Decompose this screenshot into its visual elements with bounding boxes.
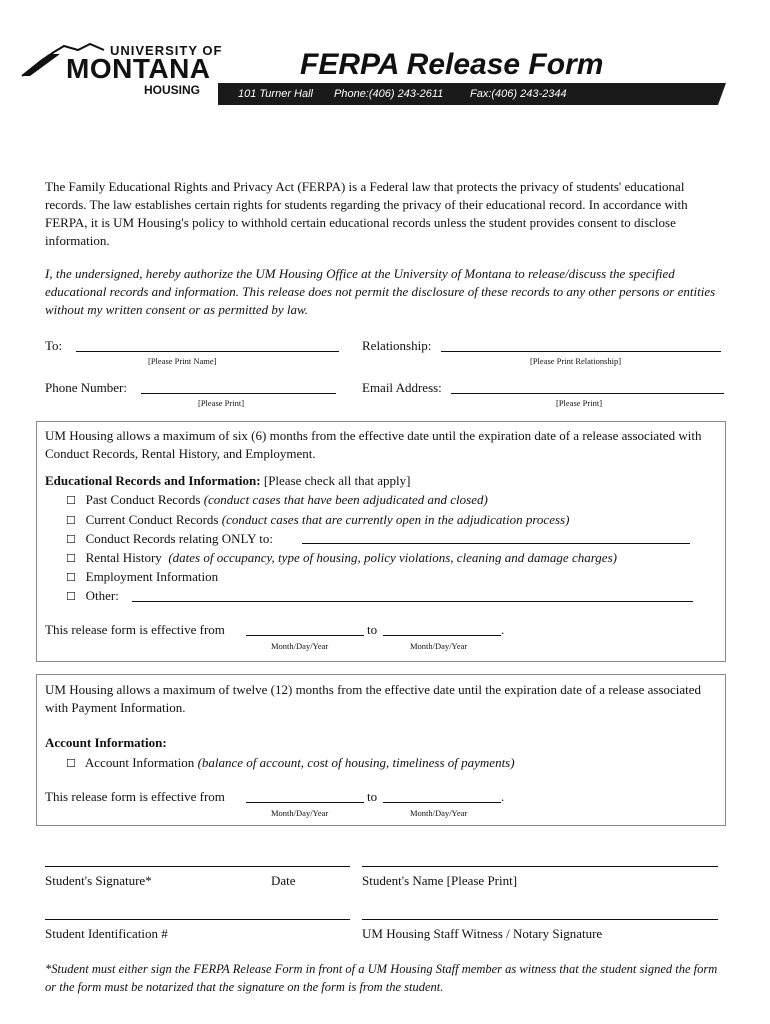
date-format-hint: Month/Day/Year	[271, 808, 329, 818]
checkbox-icon[interactable]: ☐	[66, 494, 76, 507]
to-name-hint: [Please Print Name]	[148, 356, 217, 366]
checkbox-icon[interactable]: ☐	[66, 533, 76, 546]
conduct-relating-field[interactable]	[302, 543, 690, 544]
student-id-line[interactable]	[45, 919, 350, 920]
rental-history-detail: (dates of occupancy, type of housing, policy violations, cleaning and damage charges)	[168, 550, 617, 565]
office-fax: Fax:(406) 243-2344	[470, 88, 567, 100]
account-information-detail: (balance of account, cost of housing, timeliness of payments)	[197, 755, 515, 770]
office-address: 101 Turner Hall	[238, 88, 313, 100]
checkbox-icon[interactable]: ☐	[66, 590, 76, 603]
date-format-hint: Month/Day/Year	[271, 641, 329, 651]
checkbox-row-current-conduct[interactable]	[66, 512, 569, 528]
student-name-line[interactable]	[362, 866, 718, 867]
other-field[interactable]	[132, 601, 693, 602]
student-signature-label: Student's Signature*	[45, 873, 152, 888]
educational-records-heading-line	[45, 473, 410, 489]
effective-from-date-field[interactable]	[246, 635, 364, 636]
six-month-notice: UM Housing allows a maximum of six (6) months from the effective date until the expiration date of a release associated with Conduct Records, Rental History, and Employment.	[45, 428, 702, 461]
student-name-label: Student's Name [Please Print]	[362, 873, 518, 888]
rental-history-label: Rental History	[85, 550, 162, 565]
twelve-month-notice: UM Housing allows a maximum of twelve (12) months from the effective date until the expiration date of a release associated with Payment Information.	[45, 682, 702, 715]
past-conduct-label: Past Conduct Records	[85, 492, 201, 507]
relationship-hint: [Please Print Relationship]	[530, 356, 622, 366]
authorization-statement: I, the undersigned, hereby authorize the UM Housing Office at the University of Montana to release/discuss the specified educational records and information. This release does not permit the disclosure of these records to any other persons or entities without my written consent or as permitted by law.	[45, 266, 716, 317]
checkbox-row-account-information[interactable]	[66, 755, 515, 771]
witness-signature-line[interactable]	[362, 919, 718, 920]
phone-number-hint: [Please Print]	[198, 398, 245, 408]
effective-from-date-field[interactable]	[246, 802, 364, 803]
phone-number-field[interactable]	[141, 393, 336, 394]
checkbox-row-conduct-relating[interactable]	[66, 531, 273, 547]
page-title: FERPA Release Form	[300, 48, 604, 81]
current-conduct-label: Current Conduct Records	[85, 512, 219, 527]
witness-signature-label: UM Housing Staff Witness / Notary Signature	[362, 926, 603, 941]
educational-records-heading: Educational Records and Information:	[45, 473, 261, 488]
checkbox-icon[interactable]: ☐	[66, 757, 76, 770]
effective-to-date-field[interactable]	[383, 635, 501, 636]
conduct-relating-label: Conduct Records relating ONLY to:	[85, 531, 274, 546]
logo-montana: MONTANA	[66, 53, 211, 84]
to-word: to	[367, 622, 378, 637]
effective-to-date-field[interactable]	[383, 802, 501, 803]
check-all-note: [Please check all that apply]	[263, 473, 411, 488]
account-information-heading: Account Information:	[45, 735, 167, 750]
relationship-label: Relationship:	[362, 338, 432, 353]
effective-from-label: This release form is effective from	[45, 622, 225, 637]
checkbox-icon[interactable]: ☐	[66, 514, 76, 527]
email-address-label: Email Address:	[362, 380, 442, 395]
past-conduct-detail: (conduct cases that have been adjudicated and closed)	[203, 492, 488, 507]
to-label: To:	[45, 338, 63, 353]
account-information-label: Account Information	[84, 755, 195, 770]
logo-university-of: UNIVERSITY OF	[110, 43, 223, 58]
student-signature-line[interactable]	[45, 866, 350, 867]
employment-label: Employment Information	[85, 569, 219, 584]
to-name-field[interactable]	[76, 351, 339, 352]
phone-number-label: Phone Number:	[45, 380, 127, 395]
checkbox-row-other[interactable]	[66, 588, 119, 604]
email-address-field[interactable]	[451, 393, 724, 394]
date-label: Date	[271, 873, 296, 888]
checkbox-row-employment[interactable]	[66, 569, 218, 585]
checkbox-icon[interactable]: ☐	[66, 571, 76, 584]
period: .	[501, 789, 505, 804]
checkbox-icon[interactable]: ☐	[66, 552, 76, 565]
current-conduct-detail: (conduct cases that are currently open in the adjudication process)	[221, 512, 570, 527]
relationship-field[interactable]	[441, 351, 721, 352]
checkbox-row-rental-history[interactable]	[66, 550, 617, 566]
date-format-hint: Month/Day/Year	[410, 808, 468, 818]
to-word: to	[367, 789, 378, 804]
office-phone: Phone:(406) 243-2611	[334, 88, 444, 100]
student-id-label: Student Identification #	[45, 926, 168, 941]
email-address-hint: [Please Print]	[556, 398, 603, 408]
date-format-hint: Month/Day/Year	[410, 641, 468, 651]
ferpa-intro-paragraph: The Family Educational Rights and Privacy Act (FERPA) is a Federal law that protects the privacy of students' educational records. The law establishes certain rights for students regarding the privacy of their educational record. In accordance with FERPA, it is UM Housing's policy to withhold certain educational records unless the student provides consent to disclose information.	[45, 179, 688, 248]
checkbox-row-past-conduct[interactable]	[66, 492, 488, 508]
logo-housing: HOUSING	[144, 83, 201, 97]
effective-from-label: This release form is effective from	[45, 789, 225, 804]
period: .	[501, 622, 505, 637]
signature-footnote: *Student must either sign the FERPA Release Form in front of a UM Housing Staff member as witness that the student signed the form or the form must be notarized that the signature on the form is from the student.	[45, 962, 718, 994]
other-label: Other:	[85, 588, 119, 603]
